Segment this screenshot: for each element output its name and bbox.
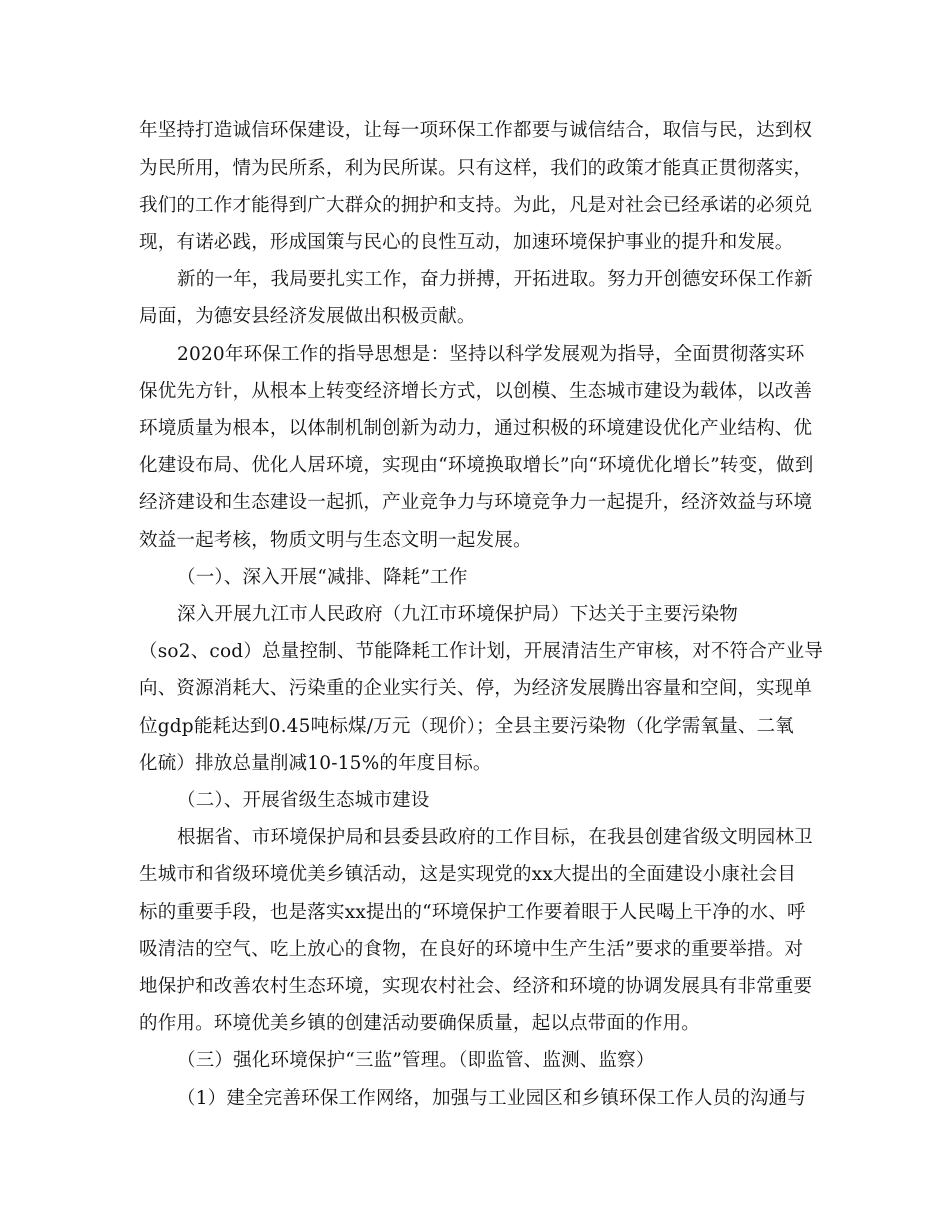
text-line: 化建设布局、优化人居环境，实现由“环境换取增长”向“环境优化增长”转变，做到 [139,455,814,476]
text-line: 环境质量为根本，以体制机制创新为动力，通过积极的环境建设优化产业结构、优 [139,418,813,439]
text-line: 位gdp能耗达到0.45吨标煤/万元（现价）；全县主要污染物（化学需氧量、二氧 [139,716,795,737]
text-line: 现，有诺必践，形成国策与民心的良性互动，加速环境保护事业的提升和发展。 [139,232,794,253]
text-line: 效益一起考核，物质文明与生态文明一起发展。 [139,530,532,551]
text-line: 经济建设和生态建设一起抓，产业竞争力与环境竞争力一起提升，经济效益与环境 [139,492,813,513]
section-heading: （三）强化环境保护“三监”管理。（即监管、监测、监察） [177,1050,655,1071]
text-line: 地保护和改善农村生态环境，实现农村社会、经济和环境的协调发展具有非常重要 [139,976,813,997]
text-line: 新的一年，我局要扎实工作，奋力拼搏，开拓进取。努力开创德安环保工作新 [177,269,813,290]
section-heading: （一）、深入开展“减排、降耗”工作 [177,567,468,588]
text-line: 深入开展九江市人民政府（九江市环境保护局）下达关于主要污染物 [177,604,739,625]
text-line: 2020年环保工作的指导思想是：坚持以科学发展观为指导，全面贯彻落实环 [177,344,805,365]
text-line: 标的重要手段，也是落实xx提出的“环境保护工作要着眼于人民喝上干净的水、呼 [139,902,806,923]
text-line: 我们的工作才能得到广大群众的拥护和支持。为此，凡是对社会已经承诺的必须兑 [139,195,813,216]
text-line: 局面，为德安县经济发展做出积极贡献。 [139,306,476,327]
text-line: 的作用。环境优美乡镇的创建活动要确保质量，起以点带面的作用。 [139,1013,701,1034]
text-line: （so2、cod）总量控制、节能降耗工作计划，开展清洁生产审核，对不符合产业导 [139,641,824,662]
text-line: 化硫）排放总量削减10-15%的年度目标。 [139,753,492,774]
text-line: 生城市和省级环境优美乡镇活动，这是实现党的xx大提出的全面建设小康社会目 [139,864,797,885]
text-line: 为民所用，情为民所系，利为民所谋。只有这样，我们的政策才能真正贯彻落实， [139,158,813,179]
text-line: 保优先方针，从根本上转变经济增长方式，以创模、生态城市建设为载体，以改善 [139,381,813,402]
text-line: 吸清洁的空气、吃上放心的食物，在良好的环境中生产生活”要求的重要举措。对 [139,939,804,960]
text-line: 年坚持打造诚信环保建设，让每一项环保工作都要与诚信结合，取信与民，达到权 [139,120,813,141]
text-line: （1）建全完善环保工作网络，加强与工业园区和乡镇环保工作人员的沟通与 [177,1088,807,1109]
section-heading: （二）、开展省级生态城市建设 [177,790,430,811]
text-line: 根据省、市环境保护局和县委县政府的工作目标，在我县创建省级文明园林卫 [177,827,813,848]
text-line: 向、资源消耗大、污染重的企业实行关、停，为经济发展腾出容量和空间，实现单 [139,678,813,699]
